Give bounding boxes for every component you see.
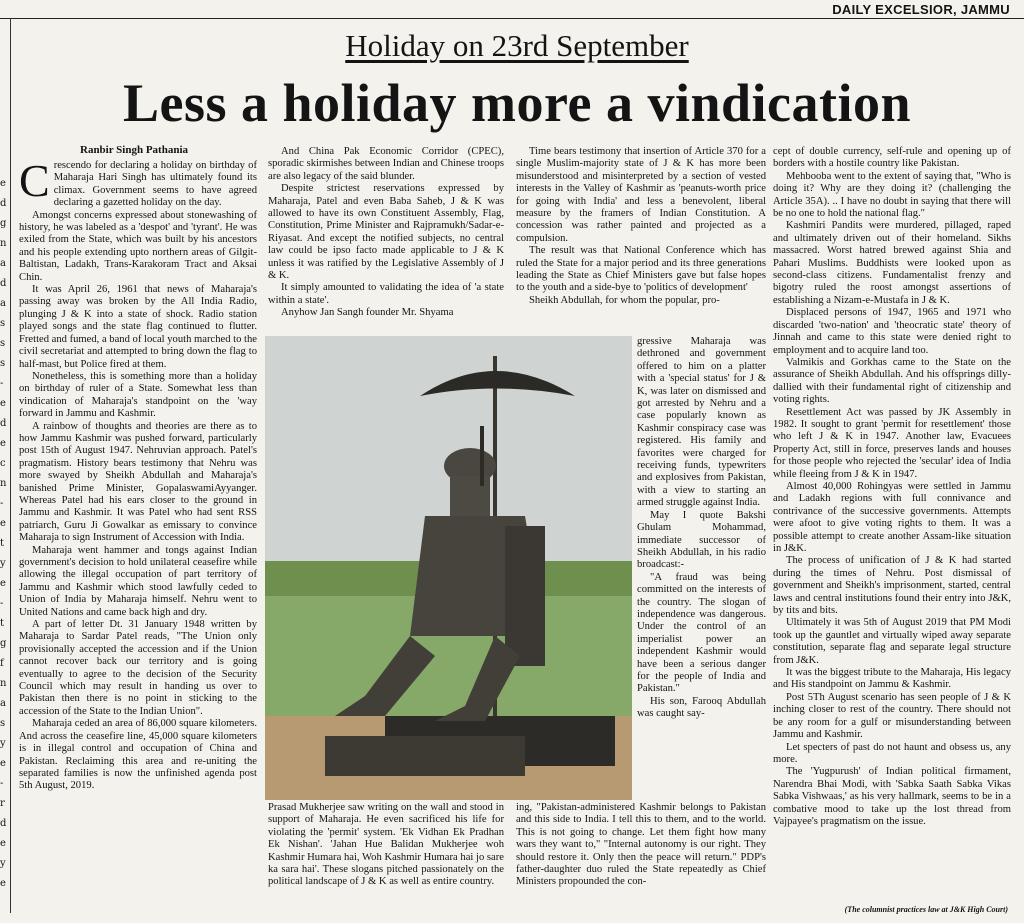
drop-cap: C bbox=[19, 155, 50, 206]
paragraph: The result was that National Conference which has ruled the State for a major period and its three generations leading the State as Chief Ministers gave but false hopes to the youth and a side-bye to 'politics of development' bbox=[516, 245, 766, 294]
paragraph: Anyhow Jan Sangh founder Mr. Shyama bbox=[281, 307, 454, 319]
strip-letter: y bbox=[0, 858, 6, 869]
paragraph: Let specters of past do not haunt and obsess us, any more. bbox=[773, 741, 1011, 765]
newspaper-name: DAILY EXCELSIOR, JAMMU bbox=[832, 2, 1010, 17]
adjacent-column-strip bbox=[0, 18, 11, 913]
article-headline: Less a holiday more a vindication bbox=[122, 73, 912, 133]
strip-letter: n bbox=[0, 678, 7, 689]
strip-letter: g bbox=[0, 638, 7, 649]
paragraph: It was the biggest tribute to the Maharaja, His legacy and His standpoint on Jammu & Kashmir. bbox=[773, 667, 1011, 691]
column-2-bottom-text: Prasad Mukherjee saw writing on the wall and stood in support of Maharaja. He even sacrificed his life for violating the 'permit' system. 'Ek Vidhan Ek Pradhan Ek Nishan'. 'Jahan Hue Balidan Mukherjee woh Kashmir Humara hai, Woh Kashmir Humara hai jo sare ka sara hai'. These slogans pitched passionately on the political landscape of J & K as well as entire country. bbox=[268, 802, 504, 888]
strip-letter: f bbox=[0, 658, 4, 669]
strip-letter: a bbox=[0, 258, 6, 269]
paragraph: Valmikis and Gorkhas came to the State on the assurance of Sheikh Abdullah. And his offsprings dilly-dallied with their fundamental right of citizenship and voting rights. bbox=[773, 356, 1011, 406]
maharaja-statue-photo bbox=[265, 336, 632, 800]
strip-letter: e bbox=[0, 878, 6, 889]
strip-letter: n bbox=[0, 238, 7, 249]
strip-letter: a bbox=[0, 298, 6, 309]
article-column-3-bottom bbox=[516, 802, 766, 889]
strip-letter: - bbox=[0, 598, 4, 609]
paragraph: gressive Maharaja was dethroned and government offered to him on a platter with a 'special status' for J & K, was later on dismissed and got arrested by Nehru and a case popularly known as Kashmir conspiracy case was registered. His family and favorites were charged for receiving funds, typewriters and explosives from Pakistan, with a view to starting an armed struggle against India. bbox=[637, 336, 766, 509]
strip-letter: s bbox=[0, 338, 6, 349]
paragraph: Sheikh Abdullah, for whom the popular, pro- bbox=[529, 294, 720, 306]
paragraph: rescendo for declaring a holiday on birthday of Maharaja Hari Singh has ultimately found its climax. Government seems to have agreed declaring a gazetted holiday on the day. bbox=[53, 160, 257, 209]
article-column-3-wrap bbox=[637, 336, 766, 721]
strip-letter: e bbox=[0, 178, 6, 189]
kicker-text: Holiday on 23rd September bbox=[345, 28, 689, 63]
columnist-note: (The columnist practices law at J&K High Court) bbox=[844, 905, 1008, 914]
paragraph: Nonetheless, this is something more than a holiday on birthday of ruler of a State. Somewhat less than vindication of Maharaja's standpoint on the 'way forward in Jammu and Kashmir. bbox=[19, 370, 257, 420]
strip-letter: - bbox=[0, 778, 4, 789]
strip-letter: s bbox=[0, 718, 6, 729]
paragraph: Resettlement Act was passed by JK Assembly in 1982. It sought to grant 'permit for resettlement' those who left J & K in 1947. Another law, Evacuees Property Act, still in force, preserves lands and houses for those people who rejected the 'secular' idea of India while fleeing from J & K in 1947. bbox=[773, 406, 1011, 480]
strip-letter: y bbox=[0, 558, 6, 569]
byline: Ranbir Singh Pathania bbox=[80, 144, 189, 156]
strip-letter: - bbox=[0, 378, 4, 389]
article-column-4 bbox=[773, 146, 1011, 828]
strip-letter: r bbox=[0, 798, 5, 809]
strip-letter: e bbox=[0, 578, 6, 589]
strip-letter: s bbox=[0, 318, 6, 329]
paragraph: Despite strictest reservations expressed by Maharaja, Patel and even Baba Saheb, J & K was allowed to have its own Constituent Assembly, Flag, Constitution, Prime Minister and Rajpramukh/Sadar-e-Riyasat. And except the notified subjects, no central law could be ipso facto made applicable to J & K unless it was ratified by the Legislative Assembly of J & K. bbox=[268, 183, 504, 282]
paragraph: Maharaja ceded an area of 86,000 square kilometers. And across the ceasefire line, 45,000 square kilometers is in illegal control and occupation of China and Pakistan. Reclaiming this area and re-uniting the separated families is now the unfinished agenda post 5th August, 2019. bbox=[19, 718, 257, 792]
paragraph: Ultimately it was 5th of August 2019 that PM Modi took up the gauntlet and virtually wiped away separate constitution, separate flag and separate legal structure from J&K. bbox=[773, 617, 1011, 666]
paragraph: May I quote Bakshi Ghulam Mohammad, immediate successor of Sheikh Abdullah, in his radio broadcast:- bbox=[637, 509, 766, 571]
article-column-2-bottom bbox=[268, 802, 504, 889]
paragraph: The 'Yugpurush' of Indian political firmament, Narendra Bhai Modi, with 'Sabka Saath Sabka Vikas Sabka Vishwaas,' as his very hallmark, seems to be in a combative mood to take up the lost thread from Vajpayee's pragmatism on the issue. bbox=[773, 766, 1011, 827]
paragraph: Time bears testimony that insertion of Article 370 for a single Muslim-majority state of J & K has more been misunderstood and misinterpreted by a section of vested interests in the Valley of Kashmir as 'peanuts-worth price for going with India' and less a benevolent, liberal measure by the framers of Indian Constitution. A concession was rather painted and projected as a compulsion. bbox=[516, 146, 766, 244]
strip-letter: s bbox=[0, 358, 6, 369]
paragraph: Kashmiri Pandits were murdered, pillaged, raped and ultimately driven out of their homeland. Sikhs massacred. Worst hatred brewed against Shia and Pahari Muslims. Buddhists were looked upon as second-class citizens. Fundamentalist frenzy and bigotry ruled the roost amongst assertions of establishing a Nizam-e-Mustafa in J & K. bbox=[773, 220, 1011, 306]
paragraph: Mehbooba went to the extent of saying that, "Who is doing it? Why are they doing it? (challenging the Article 35A). .. I have no doubt in saying that there will be no one to hold the national flag." bbox=[773, 170, 1011, 220]
paragraph: A rainbow of thoughts and theories are there as to how Jammu Kashmir was pushed forward, particularly post 15th of August 1947. Nehruvian approach. Patel's pragmatism. History bears testimony that Nehru was more swayed by Sheikh Abdullah and Maharaja's banished Prime Minister, GopalaswamiAyyanger. Whereas Patel had his ears closer to the ground in Jammu and Kashmir. It was Patel who had sent RSS patriarch, Guru Ji Gowalkar as emissary to convince Maharaja to sign Instrument of Accession with India. bbox=[19, 420, 257, 544]
paragraph: A part of letter Dt. 31 January 1948 written by Maharaja to Sardar Patel reads, "The Union only provisionally accepted the accession and if the Union cannot recover back our territory and is going eventually to agree to the decision of the Security Council which may result in handing us over to Pakistan then there is no point in sticking to the accession of the State to the Indian Union". bbox=[19, 619, 257, 717]
strip-letter: g bbox=[0, 218, 7, 229]
strip-letter: t bbox=[0, 618, 5, 629]
paragraph: It was April 26, 1961 that news of Maharaja's passing away was broken by the All India Radio, plunging J & K into a state of shock. Radio station played songs and the state flag continued to flutter. Fretted and fumed, a band of local youth marched to the civil secretariat and attempted to bring down the flag to half-mast, but Police fired at them. bbox=[19, 284, 257, 370]
strip-letter: e bbox=[0, 758, 6, 769]
article-column-1 bbox=[19, 155, 257, 793]
strip-letter: e bbox=[0, 838, 6, 849]
paragraph: And China Pak Economic Corridor (CPEC), sporadic skirmishes between Indian and Chinese troops are also legacy of the said blunder. bbox=[268, 146, 504, 182]
strip-letter: e bbox=[0, 518, 6, 529]
strip-letter: c bbox=[0, 458, 6, 469]
strip-letter: a bbox=[0, 698, 6, 709]
strip-letter: e bbox=[0, 398, 6, 409]
masthead bbox=[0, 0, 1024, 19]
paragraph: cept of double currency, self-rule and opening up of borders with a hostile country like Pakistan. bbox=[773, 146, 1011, 170]
paragraph: Displaced persons of 1947, 1965 and 1971 who discarded 'two-nation' and 'theocratic state' theory of Jinnah and came to this state were denied right to employment and to acquire land too. bbox=[773, 307, 1011, 356]
column-3-bottom-text: ing, "Pakistan-administered Kashmir belongs to Pakistan and this side to India. I tell this to them, and to the world. This is not going to change. Let them fight how many wars they want to," "Internal autonomy is our right. They should restore it. Only then the peace will return." PDP's father-daughter duo ruled the State repeatedly as Chief Ministers propounded the con- bbox=[516, 802, 766, 888]
article-column-3-top bbox=[516, 146, 766, 307]
paragraph: It simply amounted to validating the idea of 'a state within a state'. bbox=[268, 282, 504, 306]
paragraph: The process of unification of J & K had started during the times of Nehru. Post dismissal of government and Sheikh's imprisonment, started, central laws and central institutions found their entry into J&K, by tits and bits. bbox=[773, 555, 1011, 617]
paragraph: His son, Farooq Abdullah was caught say- bbox=[637, 695, 766, 720]
strip-letter: d bbox=[0, 278, 7, 289]
paragraph: Post 5Th August scenario has seen people of J & K inching closer to rest of the country. There should not be any room for a gulf or misunderstanding between Jammu and Kashmir. bbox=[773, 691, 1011, 741]
strip-letter: - bbox=[0, 498, 4, 509]
strip-letter: d bbox=[0, 198, 7, 209]
strip-letter: d bbox=[0, 418, 7, 429]
paragraph: Amongst concerns expressed about stonewashing of history, he was labeled as a 'despot' and 'tyrant'. He was exiled from the State, which was built by his ancestors and his people extending upto northern areas of Gilgit-Baltistan, Ladakh, Trans-Karakoram Tract and Aksai Chin. bbox=[19, 209, 257, 283]
strip-letter: e bbox=[0, 438, 6, 449]
article-column-2-top bbox=[268, 146, 504, 320]
strip-letter: n bbox=[0, 478, 7, 489]
statue-photo-icon bbox=[265, 336, 632, 800]
paragraph: Maharaja went hammer and tongs against Indian government's decision to hold unilateral ceasefire while allowing the illegal occupation of part territory of Jammu and Kashmir which stood lawfully ceded to Union of India by Maharaja himself. Nehru went to United Nations and came back high and dry. bbox=[19, 544, 257, 618]
strip-letter: t bbox=[0, 538, 5, 549]
paragraph: Almost 40,000 Rohingyas were settled in Jammu and Ladakh regions with full connivance and contrivance of the successive governments. Attempts were afoot to give voting rights to them. It was a possible attempt to create another Assam-like situation in J&K. bbox=[773, 480, 1011, 554]
strip-letter: d bbox=[0, 818, 7, 829]
paragraph: "A fraud was being committed on the interests of the country. The slogan of independence was dangerous. Under the control of an imperialist power an independent Kashmir would have been a serious danger for the people of India and Pakistan." bbox=[637, 571, 766, 695]
strip-letter: y bbox=[0, 738, 6, 749]
article-kicker bbox=[10, 28, 1024, 64]
